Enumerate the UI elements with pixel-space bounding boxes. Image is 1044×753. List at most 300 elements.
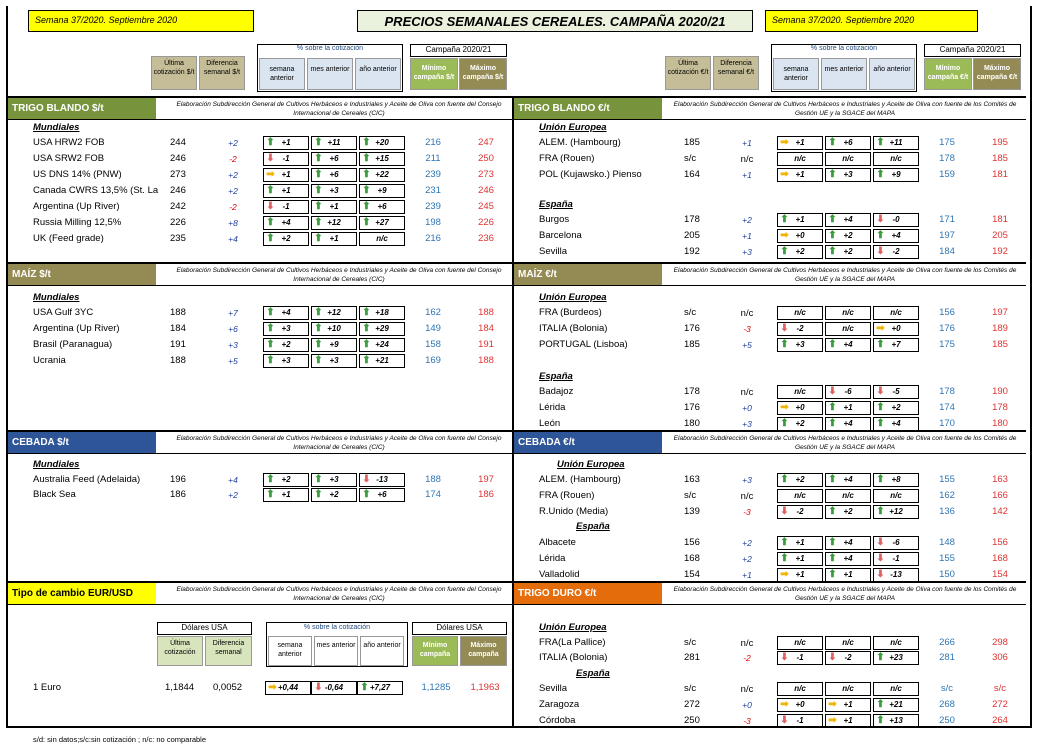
arrow-up-icon: ⬆ (828, 553, 837, 564)
row-name: Valladolid (539, 569, 580, 580)
row-price: 196 (170, 474, 186, 485)
pct-cell (873, 651, 919, 665)
row-diff: -2 (229, 154, 237, 164)
pct-value: +20 (375, 138, 389, 147)
subheading-espana: España (576, 668, 610, 679)
cambio-header-max: Máximo campaña (460, 636, 507, 666)
row-diff: n/c (740, 638, 754, 649)
pct-value: n/c (794, 154, 806, 163)
pct-cell (825, 505, 871, 519)
arrow-up-icon: ⬆ (360, 682, 369, 693)
pct-value: +3 (795, 340, 805, 349)
pct-cell (825, 401, 871, 415)
row-name: Badajoz (539, 386, 574, 397)
row-min: 178 (939, 386, 955, 397)
pct-cell (873, 698, 919, 712)
row-max: 181 (992, 214, 1008, 225)
row-name: R.Unido (Media) (539, 506, 609, 517)
pct-cell (359, 232, 405, 246)
pct-value: +4 (281, 218, 291, 227)
row-diff: +3 (742, 419, 752, 429)
pct-value: +0 (795, 231, 805, 240)
pct-cell (311, 322, 357, 336)
row-min: 231 (425, 185, 441, 196)
arrow-right-icon: ➡ (266, 169, 275, 180)
row-max: 185 (992, 153, 1008, 164)
row-max: 306 (992, 652, 1008, 663)
pct-cell (777, 636, 823, 650)
subheading-ue: Unión Europea (539, 292, 607, 303)
row-name: Barcelona (539, 230, 582, 241)
arrow-up-icon: ⬆ (876, 418, 885, 429)
pct-cell (825, 698, 871, 712)
pct-cell (825, 417, 871, 431)
row-price: 176 (684, 402, 700, 413)
row-diff: +4 (228, 234, 238, 244)
pct-value: +4 (843, 215, 853, 224)
header-mes: mes anterior (307, 58, 353, 90)
row-min: 156 (939, 307, 955, 318)
pct-cell (873, 536, 919, 550)
pct-cell (777, 489, 823, 503)
pct-cell (263, 306, 309, 320)
pct-value: +2 (795, 475, 805, 484)
row-price: 272 (684, 699, 700, 710)
pct-value: +1 (281, 170, 291, 179)
arrow-up-icon: ⬆ (314, 307, 323, 318)
row-price: 184 (170, 323, 186, 334)
row-max: 298 (992, 637, 1008, 648)
cambio-header-semana: semana anterior (268, 636, 312, 666)
section-title: CEBADA $/t (8, 432, 156, 453)
row-max: 178 (992, 402, 1008, 413)
pct-value: +1 (843, 570, 853, 579)
pct-cell (873, 505, 919, 519)
subheading-ue: Unión Europea (539, 122, 607, 133)
pct-cell (311, 306, 357, 320)
pct-value: +6 (329, 170, 339, 179)
pct-cell (263, 354, 309, 368)
section-title: TRIGO DURO €/t (514, 583, 662, 604)
row-min: 149 (425, 323, 441, 334)
pct-value: +1 (281, 490, 291, 499)
pct-cell (777, 682, 823, 696)
row-price: 178 (684, 214, 700, 225)
pct-cell (777, 568, 823, 582)
pct-value: n/c (842, 638, 854, 647)
pct-value: +22 (375, 170, 389, 179)
row-price: 188 (170, 307, 186, 318)
row-name: PORTUGAL (Lisboa) (539, 339, 628, 350)
pct-value: n/c (842, 154, 854, 163)
pct-cell (825, 552, 871, 566)
pct-cell (359, 306, 405, 320)
row-name: US DNS 14% (PNW) (33, 169, 122, 180)
pct-cell (777, 168, 823, 182)
pct-value: +2 (281, 234, 291, 243)
arrow-up-icon: ⬆ (266, 217, 275, 228)
pct-cell (777, 651, 823, 665)
row-diff: +3 (742, 475, 752, 485)
pct-value: +9 (329, 340, 339, 349)
arrow-up-icon: ⬆ (314, 233, 323, 244)
pct-value: n/c (794, 308, 806, 317)
row-min: 188 (425, 474, 441, 485)
cambio-dolares-header: Dólares USA (157, 622, 252, 635)
row-name: FRA(La Pallice) (539, 637, 606, 648)
pct-value: +2 (281, 475, 291, 484)
pct-cell (263, 338, 309, 352)
header-ultima: Última cotización €/t (665, 56, 711, 90)
section-title: CEBADA €/t (514, 432, 662, 453)
row-name: FRA (Rouen) (539, 490, 595, 501)
row-name: Argentina (Up River) (33, 323, 120, 334)
pct-value: -2 (796, 507, 804, 516)
row-name: Ucrania (33, 355, 66, 366)
arrow-up-icon: ⬆ (876, 474, 885, 485)
header-anyo: año anterior (869, 58, 915, 90)
pct-value: +1 (843, 403, 853, 412)
arrow-up-icon: ⬆ (266, 355, 275, 366)
pct-cell (777, 505, 823, 519)
arrow-up-icon: ⬆ (266, 233, 275, 244)
pct-value: +4 (281, 308, 291, 317)
arrow-down-icon: ⬇ (780, 506, 789, 517)
row-min: 176 (939, 323, 955, 334)
pct-cell (263, 488, 309, 502)
row-name: FRA (Burdeos) (539, 307, 602, 318)
arrow-up-icon: ⬆ (780, 474, 789, 485)
pct-cell (359, 216, 405, 230)
arrow-right-icon: ➡ (876, 323, 885, 334)
arrow-right-icon: ➡ (780, 169, 789, 180)
row-max: 142 (992, 506, 1008, 517)
pct-cell (359, 473, 405, 487)
header-max: Máximo campaña $/t (459, 58, 507, 90)
row-diff: +2 (228, 490, 238, 500)
pct-cell (777, 322, 823, 336)
row-diff: +2 (228, 186, 238, 196)
header-ultima: Última cotización $/t (151, 56, 197, 90)
pct-value: +3 (329, 186, 339, 195)
row-min: 148 (939, 537, 955, 548)
pct-cell (311, 488, 357, 502)
pct-cell (777, 385, 823, 399)
cambio-max: 1,1963 (470, 682, 500, 693)
row-name: Argentina (Up River) (33, 201, 120, 212)
arrow-up-icon: ⬆ (314, 355, 323, 366)
arrow-right-icon: ➡ (780, 402, 789, 413)
arrow-down-icon: ⬇ (266, 201, 275, 212)
arrow-down-icon: ⬇ (876, 553, 885, 564)
arrow-up-icon: ⬆ (314, 339, 323, 350)
pct-cell (825, 136, 871, 150)
pct-cell (873, 489, 919, 503)
row-min: 162 (939, 490, 955, 501)
cambio-header-diferencia: Diferencia semanal (205, 636, 252, 666)
pct-cell (777, 152, 823, 166)
pct-value: n/c (890, 684, 902, 693)
header-semana: semana anterior (773, 58, 819, 90)
arrow-right-icon: ➡ (268, 682, 277, 693)
arrow-up-icon: ⬆ (314, 217, 323, 228)
cambio-label: 1 Euro (33, 682, 61, 693)
bottom-rule (8, 726, 1032, 728)
arrow-up-icon: ⬆ (876, 699, 885, 710)
pct-cell (311, 473, 357, 487)
pct-value: -13 (376, 475, 388, 484)
pct-value: +21 (375, 356, 389, 365)
section-title: TRIGO BLANDO €/t (514, 98, 662, 119)
row-diff: +8 (228, 218, 238, 228)
pct-value: -2 (796, 324, 804, 333)
pct-cell (825, 536, 871, 550)
pct-value: +6 (377, 202, 387, 211)
row-min: 175 (939, 339, 955, 350)
pct-value: +9 (891, 170, 901, 179)
row-max: 272 (992, 699, 1008, 710)
subheading-espana: España (539, 371, 573, 382)
row-price: 246 (170, 185, 186, 196)
arrow-up-icon: ⬆ (362, 201, 371, 212)
pct-value: +4 (843, 475, 853, 484)
row-price: 250 (684, 715, 700, 726)
row-name: Brasil (Paranagua) (33, 339, 113, 350)
row-diff: n/c (740, 491, 754, 502)
row-diff: -3 (743, 507, 751, 517)
row-diff: +2 (228, 170, 238, 180)
row-price: 186 (170, 489, 186, 500)
pct-cell (777, 245, 823, 259)
row-min: 239 (425, 201, 441, 212)
row-price: 185 (684, 137, 700, 148)
pct-cell (359, 338, 405, 352)
pct-cell (777, 698, 823, 712)
row-price: 273 (170, 169, 186, 180)
pct-value: -1 (282, 202, 290, 211)
row-diff: +1 (742, 231, 752, 241)
arrow-up-icon: ⬆ (876, 230, 885, 241)
pct-cell (263, 184, 309, 198)
pct-cell (825, 306, 871, 320)
pct-value: +0 (795, 700, 805, 709)
pct-value: -5 (892, 387, 900, 396)
arrow-up-icon: ⬆ (362, 489, 371, 500)
pct-cell (873, 245, 919, 259)
subheading-ue: Unión Europea (539, 622, 607, 633)
header-min: Mínimo campaña €/t (924, 58, 972, 90)
arrow-right-icon: ➡ (780, 137, 789, 148)
subheading-espana: España (576, 521, 610, 532)
pct-value: +11 (327, 138, 341, 147)
pct-cell (777, 213, 823, 227)
row-max: 250 (478, 153, 494, 164)
cambio-header-anyo: año anterior (360, 636, 404, 666)
pct-cell (825, 651, 871, 665)
footer-note: s/d: sin datos;s/c:sin cotización ; n/c: no comparable (33, 735, 207, 744)
pct-value: +1 (329, 234, 339, 243)
cambio-min: 1,1285 (421, 682, 451, 693)
pct-value: +0 (795, 403, 805, 412)
row-name: USA Gulf 3YC (33, 307, 94, 318)
arrow-up-icon: ⬆ (266, 474, 275, 485)
arrow-up-icon: ⬆ (876, 506, 885, 517)
row-max: 246 (478, 185, 494, 196)
pct-cell (263, 200, 309, 214)
row-max: 191 (478, 339, 494, 350)
row-max: 163 (992, 474, 1008, 485)
row-name: UK (Feed grade) (33, 233, 104, 244)
row-price: 176 (684, 323, 700, 334)
pct-cell (873, 213, 919, 227)
row-price: s/c (684, 637, 697, 648)
header-diferencia: Diferencia semanal €/t (713, 56, 759, 90)
pct-cell (263, 216, 309, 230)
pct-value: n/c (890, 308, 902, 317)
row-min: 197 (939, 230, 955, 241)
pct-value: +2 (891, 403, 901, 412)
row-max: 273 (478, 169, 494, 180)
pct-value: n/c (842, 491, 854, 500)
row-max: 247 (478, 137, 494, 148)
arrow-down-icon: ⬇ (780, 652, 789, 663)
pct-value: n/c (794, 638, 806, 647)
cambio-header-min: Mínimo campaña (412, 636, 458, 666)
row-price: 246 (170, 153, 186, 164)
pct-cell (359, 200, 405, 214)
row-max: 185 (992, 339, 1008, 350)
row-max: 195 (992, 137, 1008, 148)
arrow-up-icon: ⬆ (314, 137, 323, 148)
pct-cell (777, 552, 823, 566)
pct-cell (873, 136, 919, 150)
pct-value: +13 (889, 716, 903, 725)
pct-cell (311, 136, 357, 150)
pct-cell (311, 184, 357, 198)
arrow-up-icon: ⬆ (780, 339, 789, 350)
pct-value: +2 (843, 247, 853, 256)
row-min: 268 (939, 699, 955, 710)
pct-value: +4 (891, 231, 901, 240)
row-diff: +2 (742, 538, 752, 548)
pct-value: -0,64 (324, 683, 344, 692)
row-diff: n/c (740, 387, 754, 398)
row-max: 205 (992, 230, 1008, 241)
row-diff: +0 (742, 700, 752, 710)
pct-value: n/c (842, 684, 854, 693)
pct-cell (825, 213, 871, 227)
pct-value: +23 (889, 653, 903, 662)
pct-cell (825, 322, 871, 336)
row-name: USA HRW2 FOB (33, 137, 105, 148)
row-min: 216 (425, 233, 441, 244)
arrow-up-icon: ⬆ (314, 169, 323, 180)
pct-cell (873, 168, 919, 182)
row-price: 185 (684, 339, 700, 350)
pct-cell (873, 636, 919, 650)
pct-value: n/c (890, 491, 902, 500)
arrow-up-icon: ⬆ (266, 323, 275, 334)
row-min: 171 (939, 214, 955, 225)
row-price: 178 (684, 386, 700, 397)
pct-value: +4 (843, 340, 853, 349)
center-divider (512, 96, 514, 728)
arrow-up-icon: ⬆ (266, 339, 275, 350)
row-max: 166 (992, 490, 1008, 501)
pct-cell (311, 168, 357, 182)
pct-cell (359, 354, 405, 368)
row-name: Russia Milling 12,5% (33, 217, 122, 228)
arrow-down-icon: ⬇ (828, 386, 837, 397)
pct-cell (359, 136, 405, 150)
row-diff: -3 (743, 716, 751, 726)
pct-value: n/c (842, 308, 854, 317)
pct-value: n/c (376, 234, 388, 243)
pct-cell (825, 385, 871, 399)
row-diff: +5 (742, 340, 752, 350)
arrow-up-icon: ⬆ (828, 537, 837, 548)
row-price: s/c (684, 153, 697, 164)
pct-value: +27 (375, 218, 389, 227)
row-max: 189 (992, 323, 1008, 334)
row-name: Lérida (539, 402, 566, 413)
pct-value: +4 (843, 554, 853, 563)
row-price: 192 (684, 246, 700, 257)
arrow-up-icon: ⬆ (828, 169, 837, 180)
arrow-up-icon: ⬆ (876, 339, 885, 350)
row-max: 154 (992, 569, 1008, 580)
pct-value: +7 (891, 340, 901, 349)
row-min: 170 (939, 418, 955, 429)
pct-value: +0,44 (277, 683, 299, 692)
row-name: ITALIA (Bolonia) (539, 323, 608, 334)
row-diff: n/c (740, 308, 754, 319)
pct-value: +1 (795, 570, 805, 579)
section-source-note: Elaboración Subdirección General de Cultivos Herbáceos e Industriales y Aceite de Oliva con fuente de los Comités de Gestión UE y la SGACE del MAPA (673, 435, 1017, 451)
pct-value: +6 (843, 138, 853, 147)
cambio-header-mes: mes anterior (314, 636, 358, 666)
row-max: 197 (478, 474, 494, 485)
row-price: 168 (684, 553, 700, 564)
row-max: 264 (992, 715, 1008, 726)
pct-value: n/c (794, 491, 806, 500)
pct-value: +1 (795, 138, 805, 147)
cambio-header-ultima: Última cotización (157, 636, 203, 666)
pct-cell (873, 568, 919, 582)
row-diff: +1 (742, 570, 752, 580)
arrow-right-icon: ➡ (828, 715, 837, 726)
row-max: 197 (992, 307, 1008, 318)
row-price: 242 (170, 201, 186, 212)
pct-value: +1 (329, 202, 339, 211)
header-campana: Campaña 2020/21 (410, 44, 507, 57)
row-price: 281 (684, 652, 700, 663)
arrow-up-icon: ⬆ (314, 153, 323, 164)
row-price: 205 (684, 230, 700, 241)
row-max: 236 (478, 233, 494, 244)
arrow-up-icon: ⬆ (362, 153, 371, 164)
arrow-up-icon: ⬆ (362, 185, 371, 196)
arrow-right-icon: ➡ (780, 699, 789, 710)
row-name: FRA (Rouen) (539, 153, 595, 164)
row-min: 198 (425, 217, 441, 228)
arrow-up-icon: ⬆ (314, 489, 323, 500)
row-min: 162 (425, 307, 441, 318)
pct-value: +24 (375, 340, 389, 349)
row-diff: +2 (742, 554, 752, 564)
pct-cell (311, 681, 357, 695)
section-source-note: Elaboración Subdirección General de Cultivos Herbáceos e Industriales y Aceite de Oliva con fuente del Consejo Internacional de Cereales (CIC) (176, 435, 502, 451)
